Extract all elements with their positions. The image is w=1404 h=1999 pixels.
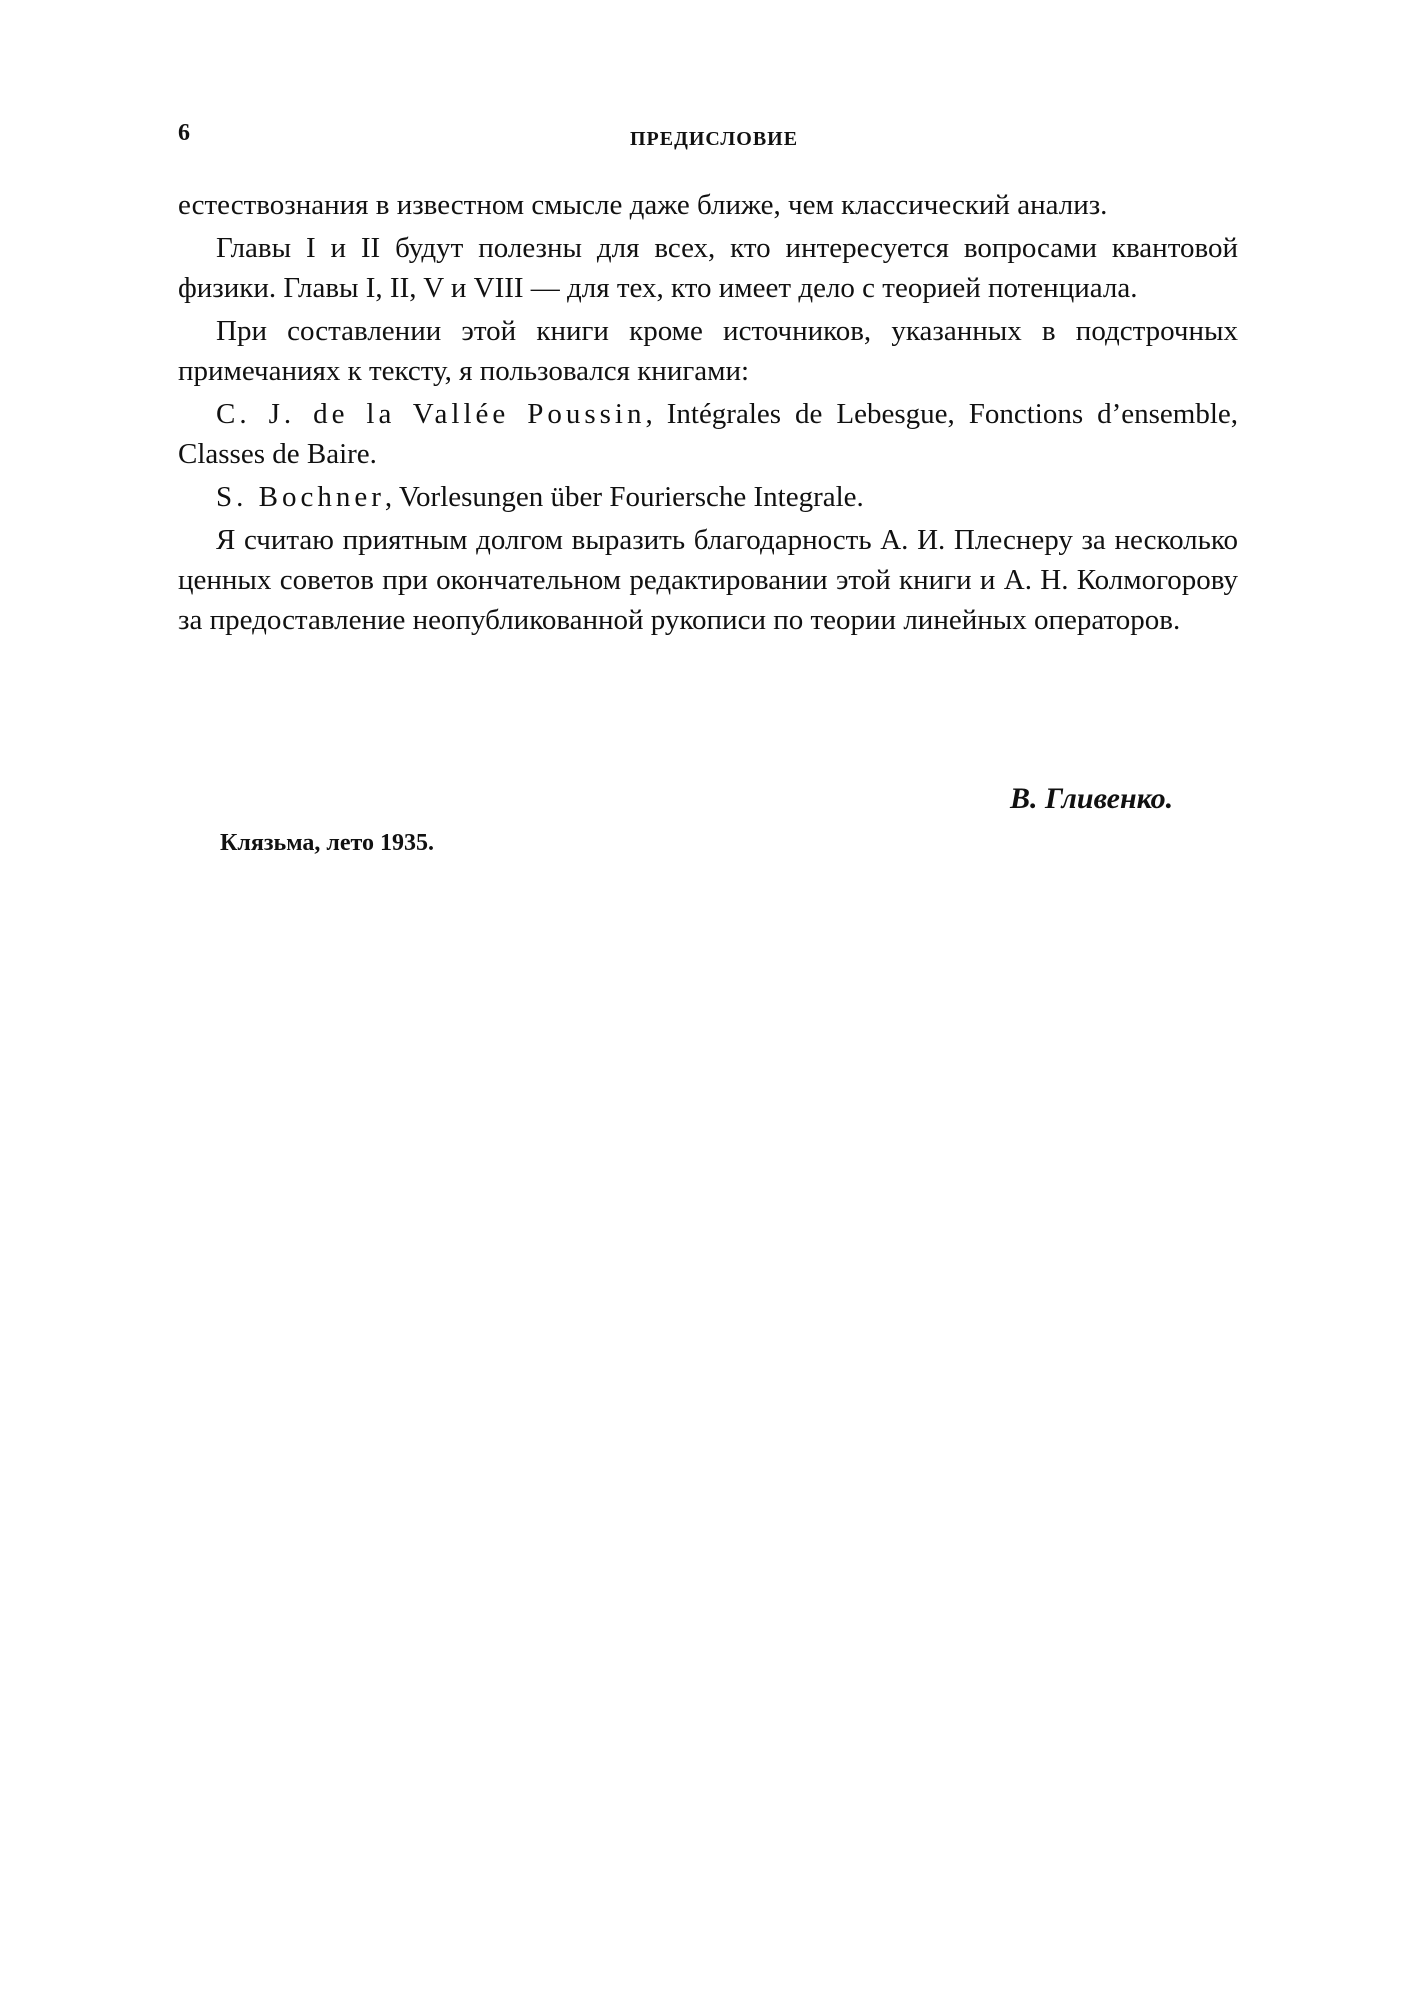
paragraph-acknowledgements: Я считаю приятным долгом выразить благодарность А. И. Плеснеру за несколько ценных советов при окончательном редактировании этой книги и А. Н. Колмогорову за предоставление неопубликованной рукописи по теории линейных операторов.: [178, 524, 1238, 636]
dateline: Клязьма, лето 1935.: [220, 830, 434, 856]
reference-title: , Intégrales de Lebesgue, Fonctions d’ensemble, Classes de Baire.: [178, 398, 1239, 470]
paragraph-continuation: естествознания в известном смысле даже ближе, чем классический анализ.: [178, 189, 1108, 221]
reference-vallee-poussin: [178, 394, 1238, 474]
page-number: 6: [178, 120, 190, 146]
paragraph-chapters-usage: Главы I и II будут полезны для всех, кто интересуется вопросами квантовой физики. Главы I, II, V и VIII — для тех, кто имеет дело с теорией потенциала.: [178, 232, 1238, 304]
author-signature: В. Гливенко.: [1010, 782, 1174, 815]
reference-bochner: [178, 477, 1238, 517]
paragraph-sources: При составлении этой книги кроме источников, указанных в подстрочных примечаниях к тексту, я пользовался книгами:: [178, 315, 1238, 387]
running-head: ПРЕДИСЛОВИЕ: [630, 128, 799, 150]
reference-title: , Vorlesungen über Fouriersche Integrale.: [384, 481, 864, 513]
body-text: [178, 185, 1238, 643]
reference-author: S. Bochner: [216, 481, 385, 513]
reference-author: C. J. de la Vallée Poussin: [216, 398, 646, 430]
